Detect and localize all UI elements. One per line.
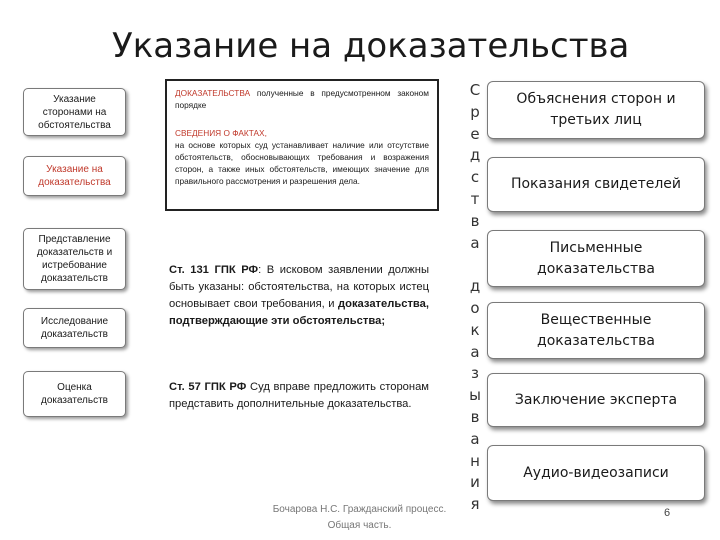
law-text: Суд вправе предложить сторонам представить дополнительные доказательства. [169, 381, 429, 410]
vertical-letter: и [470, 473, 480, 492]
definition-evidence [175, 87, 429, 111]
vertical-letter: д [469, 146, 481, 165]
footer [262, 502, 457, 534]
left-box-examination [23, 308, 126, 348]
right-box-label: Аудио-видеозаписи [523, 464, 669, 481]
definition-text: полученные в предусмотренном законом порядке [175, 88, 429, 110]
right-box-material-evidence [487, 302, 705, 359]
footer-author: Бочарова Н.С. Гражданский процесс. [272, 504, 447, 515]
definition-term: ДОКАЗАТЕЛЬСТВА [175, 88, 251, 98]
vertical-letter: а [470, 429, 480, 448]
right-box-written-evidence [487, 230, 705, 287]
vertical-letter: о [470, 298, 480, 317]
vertical-letter: е [470, 124, 480, 143]
right-box-witness-testimony [487, 157, 705, 212]
law-text: : В исковом заявлении должны быть указаны: обстоятельства, на которых истец основывает свои требования, и [169, 264, 429, 310]
law-bold-tail: доказательства, подтверждающие эти обстоятельства; [169, 298, 429, 327]
right-box-label: Объяснения сторон и третьих лиц [516, 91, 676, 128]
left-box-label: Оценка доказательств [40, 382, 108, 406]
vertical-letter [463, 254, 487, 276]
definition-facts-term: СВЕДЕНИЯ О ФАКТАХ, [175, 128, 267, 138]
left-box-evaluation [23, 371, 126, 417]
vertical-letter: а [470, 342, 480, 361]
left-box-indication [23, 156, 126, 196]
left-box-circumstances [23, 88, 126, 136]
vertical-letter: в [470, 407, 480, 426]
right-box-label: Письменные доказательства [537, 239, 655, 277]
vertical-letter: н [470, 451, 480, 470]
page-number: 6 [664, 507, 671, 519]
vertical-letter: р [470, 102, 480, 121]
vertical-letter: а [470, 233, 480, 252]
left-box-label: Указание сторонами на обстоятельства [38, 93, 111, 131]
left-box-label: Указание на доказательства [38, 164, 111, 188]
right-box-label: Показания свидетелей [510, 176, 682, 192]
vertical-label [463, 80, 487, 516]
right-box-label: Вещественные доказательства [537, 311, 655, 349]
right-box-audio-video [487, 445, 705, 501]
right-box-explanations [487, 81, 705, 139]
right-box-expert-opinion [487, 373, 705, 427]
footer-subtitle: Общая часть. [327, 520, 392, 531]
left-box-label: Исследование доказательств [40, 316, 109, 340]
vertical-letter: С [469, 81, 481, 99]
law-ref: Ст. 131 ГПК РФ [169, 264, 259, 276]
vertical-letter: в [470, 211, 480, 230]
definition-box [165, 79, 439, 211]
law-ref: Ст. 57 ГПК РФ [169, 381, 247, 393]
definition-facts [175, 127, 429, 187]
right-box-label: Заключение эксперта [514, 391, 678, 408]
law-article-131 [169, 262, 429, 330]
vertical-letter: т [470, 189, 480, 208]
vertical-letter: з [471, 364, 479, 383]
vertical-letter: я [470, 495, 480, 514]
left-box-label: Представление доказательств и истребование доказательств [36, 234, 113, 284]
slide-title: Указание на доказательства [112, 26, 630, 66]
left-box-presentation [23, 228, 126, 290]
law-article-57 [169, 379, 429, 413]
vertical-letter: ы [469, 386, 481, 405]
vertical-letter: с [470, 168, 480, 187]
vertical-letter: д [469, 277, 481, 296]
vertical-letter: к [470, 320, 480, 339]
definition-facts-text: на основе которых суд устанавливает наличие или отсутствие обстоятельств, обосновывающих требования и возражения сторон, а также иных обстоятельств, имеющих значение для правильного рассмотрения и разрешения дела. [175, 140, 429, 186]
